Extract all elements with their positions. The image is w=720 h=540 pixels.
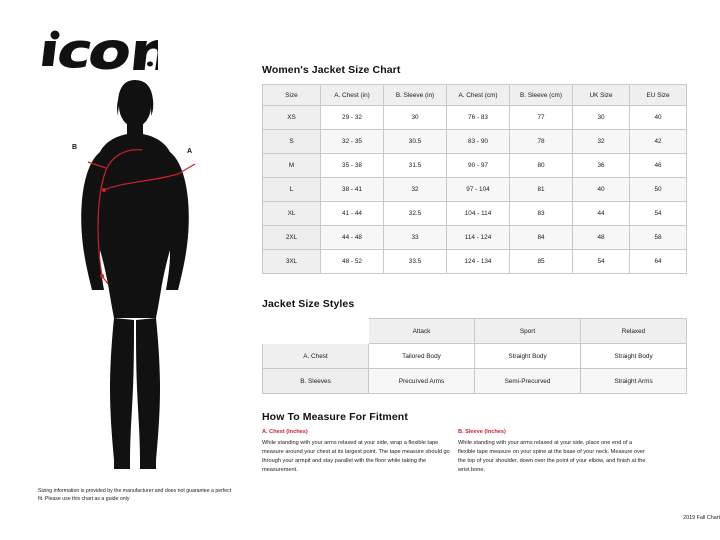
cell-chest-cm: 97 - 104 xyxy=(447,178,510,202)
table-row xyxy=(263,250,687,274)
cell-sleeve-cm: 83 xyxy=(510,202,573,226)
styles-cell-sport: Semi-Precurved xyxy=(475,369,581,394)
annotation-a-label: A xyxy=(187,148,193,155)
styles-row-label: B. Sleeves xyxy=(263,369,369,394)
cell-size: L xyxy=(263,178,321,202)
cell-uk: 32 xyxy=(573,130,630,154)
cell-chest-in: 41 - 44 xyxy=(321,202,384,226)
table-row xyxy=(263,154,687,178)
cell-sleeve-cm: 77 xyxy=(510,106,573,130)
fitment-sleeve-body: While standing with your arms relaxed at your side, place one end of a flexible tape measure on your spine at the base of your neck. Measure over the top of your shoulder, down over the point of your elbow, and finish at the wrist bone. xyxy=(458,440,646,474)
table-row xyxy=(263,202,687,226)
styles-header-sport: Sport xyxy=(475,319,581,344)
fitment-chest-block xyxy=(262,428,454,475)
cell-uk: 36 xyxy=(573,154,630,178)
left-column xyxy=(0,0,250,540)
styles-row-sleeves xyxy=(263,369,687,394)
styles-title: Jacket Size Styles xyxy=(262,298,355,310)
cell-chest-in: 44 - 48 xyxy=(321,226,384,250)
measurement-figure xyxy=(30,78,240,473)
disclaimer-text: Sizing information is provided by the manufacturer and does not guarantee a perfect fit. Please use this chart as a guide only xyxy=(38,488,232,502)
cell-uk: 48 xyxy=(573,226,630,250)
col-header-chest-cm: A. Chest (cm) xyxy=(447,85,510,106)
cell-sleeve-cm: 78 xyxy=(510,130,573,154)
styles-row-chest xyxy=(263,344,687,369)
cell-size: XS xyxy=(263,106,321,130)
jacket-size-styles-table xyxy=(262,318,687,394)
table-row xyxy=(263,130,687,154)
cell-eu: 58 xyxy=(630,226,687,250)
cell-eu: 46 xyxy=(630,154,687,178)
styles-cell-attack: Precurved Arms xyxy=(369,369,475,394)
cell-size: XL xyxy=(263,202,321,226)
table-row xyxy=(263,226,687,250)
size-chart-table xyxy=(262,84,687,274)
cell-size: 3XL xyxy=(263,250,321,274)
styles-header-relaxed: Relaxed xyxy=(581,319,687,344)
cell-chest-in: 29 - 32 xyxy=(321,106,384,130)
cell-eu: 42 xyxy=(630,130,687,154)
cell-eu: 40 xyxy=(630,106,687,130)
cell-sleeve-in: 33 xyxy=(384,226,447,250)
col-header-eu-size: EU Size xyxy=(630,85,687,106)
styles-cell-attack: Tailored Body xyxy=(369,344,475,369)
cell-sleeve-in: 30 xyxy=(384,106,447,130)
cell-uk: 44 xyxy=(573,202,630,226)
icon-logo xyxy=(38,28,158,70)
col-header-sleeve-in: B. Sleeve (in) xyxy=(384,85,447,106)
cell-size: M xyxy=(263,154,321,178)
cell-size: S xyxy=(263,130,321,154)
cell-eu: 50 xyxy=(630,178,687,202)
styles-header-attack: Attack xyxy=(369,319,475,344)
cell-eu: 64 xyxy=(630,250,687,274)
cell-chest-cm: 104 - 114 xyxy=(447,202,510,226)
cell-uk: 40 xyxy=(573,178,630,202)
col-header-size: Size xyxy=(263,85,321,106)
cell-sleeve-in: 32.5 xyxy=(384,202,447,226)
table-header-row xyxy=(263,85,687,106)
cell-chest-in: 48 - 52 xyxy=(321,250,384,274)
cell-sleeve-cm: 80 xyxy=(510,154,573,178)
cell-chest-cm: 76 - 83 xyxy=(447,106,510,130)
cell-chest-cm: 114 - 124 xyxy=(447,226,510,250)
cell-sleeve-in: 32 xyxy=(384,178,447,202)
cell-sleeve-in: 30.5 xyxy=(384,130,447,154)
cell-chest-cm: 90 - 97 xyxy=(447,154,510,178)
size-chart-title: Women's Jacket Size Chart xyxy=(262,64,401,76)
styles-header-row xyxy=(263,319,687,344)
cell-uk: 54 xyxy=(573,250,630,274)
cell-size: 2XL xyxy=(263,226,321,250)
styles-cell-relaxed: Straight Arms xyxy=(581,369,687,394)
cell-chest-cm: 83 - 90 xyxy=(447,130,510,154)
cell-sleeve-cm: 84 xyxy=(510,226,573,250)
table-row xyxy=(263,178,687,202)
right-column xyxy=(262,0,720,540)
styles-cell-relaxed: Straight Body xyxy=(581,344,687,369)
fitment-sleeve-block xyxy=(458,428,650,475)
cell-chest-in: 38 - 41 xyxy=(321,178,384,202)
fitment-chest-body: While standing with your arms relaxed at your side, wrap a flexible tape measure around your chest at its largest point. The tape measure should go through your armpit and stay parallel with the floor while taking the measurement. xyxy=(262,440,450,474)
cell-sleeve-cm: 85 xyxy=(510,250,573,274)
cell-sleeve-in: 33.5 xyxy=(384,250,447,274)
annotation-b-label: B xyxy=(72,144,78,151)
col-header-uk-size: UK Size xyxy=(573,85,630,106)
styles-corner-cell xyxy=(263,319,369,344)
footer-note: 2019 Fall Chart xyxy=(683,515,720,521)
col-header-sleeve-cm: B. Sleeve (cm) xyxy=(510,85,573,106)
table-row xyxy=(263,106,687,130)
styles-row-label: A. Chest xyxy=(263,344,369,369)
cell-sleeve-cm: 81 xyxy=(510,178,573,202)
col-header-chest-in: A. Chest (in) xyxy=(321,85,384,106)
cell-chest-in: 32 - 35 xyxy=(321,130,384,154)
cell-chest-cm: 124 - 134 xyxy=(447,250,510,274)
cell-sleeve-in: 31.5 xyxy=(384,154,447,178)
cell-chest-in: 35 - 38 xyxy=(321,154,384,178)
fitment-sleeve-heading: B. Sleeve (Inches) xyxy=(458,429,506,435)
styles-cell-sport: Straight Body xyxy=(475,344,581,369)
fitment-title: How To Measure For Fitment xyxy=(262,411,408,423)
fitment-chest-heading: A. Chest (Inches) xyxy=(262,429,308,435)
cell-uk: 30 xyxy=(573,106,630,130)
cell-eu: 54 xyxy=(630,202,687,226)
